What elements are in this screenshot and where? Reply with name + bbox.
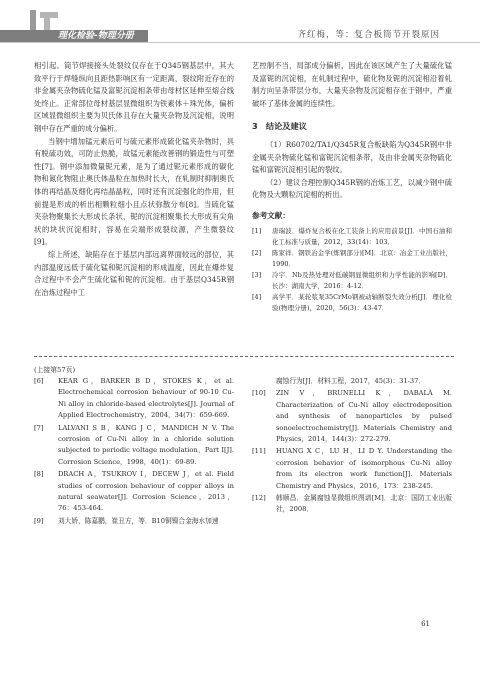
continued-label: (上接第57页) xyxy=(34,366,76,374)
conclusion-item: （1）R60702/TA1/Q345R复合板缺陷为Q345R钢中非金属夹杂物硫化锰和富铌沉淀相条带，及由非金属夹杂物硫化锰和富铌沉淀相引起的裂纹。 xyxy=(252,139,452,175)
reference-item: [4] 高学平．某轮浆泵35CrMo钢被动轴断裂失效分析[J]．理化检验(物理分册)，2020，56(3)：43-47． xyxy=(252,292,452,312)
running-title: 齐红梅，等：复合板筒节开裂原因 xyxy=(297,30,440,40)
section-divider xyxy=(34,356,454,357)
right-column xyxy=(252,60,452,314)
reference-item: [8] DRACH A，TSUKROV I，DECEW J，et al. Field studies of corrosion behaviour of copper alloys in natural seawater[J]. Corrosion Science，2013，76：453-464. xyxy=(34,470,234,513)
page-header xyxy=(0,0,480,46)
paragraph: 当钢中增加锰元素后可与硫元素形成硫化锰夹杂物时，具有脱硫功效，可防止热脆，故锰元素能改善钢的锻造性与可塑性[7]。钢中添加微量铌元素，是为了通过铌元素形成的碳化物和氮化物阻止奥氏体晶粒在加热时长大，在轧制时抑制奥氏体的再结晶及细化再结晶晶粒，同时还有沉淀强化的作用，但前提是形成的析出相颗粒细小且点状弥散分布[8]。当硫化锰夹杂物聚集长大形成长条状，铌的沉淀相聚集长大形成有尖角状的块状沉淀相时，容易在尖端形成裂纹源，产生微裂纹[9]。 xyxy=(34,136,234,247)
paragraph: 艺控制不当，局部成分偏析，因此在该区域产生了大量硫化锰及富铌的沉淀相，在轧制过程中，硫化物及铌的沉淀相沿着轧制方向呈条带层分布，大量夹杂物及沉淀相存在于钢中，严重破坏了基体金属的连续性。 xyxy=(252,61,452,108)
reference-item: [2] 陈家祥．钢铁冶金学(炼钢部分)[M]．北京：冶金工业出版社，1990． xyxy=(252,248,452,268)
continued-references-right xyxy=(252,376,452,517)
left-column xyxy=(34,60,234,299)
page-number: 61 xyxy=(421,620,430,628)
reference-item: [6] KEAR G，BARKER B D，STOKES K，et al. Electrochemical corrosion behaviour of 90-10 Cu-Ni alloy in chloride-based electrolytes[J]. Journal of Applied Electrochemistry，2004，34(7)：659-669. xyxy=(34,377,234,420)
reference-item: [1] 唐瑞波．爆炸复合板在化工装备上的应用前景[J]．中国石油和化工标准与质量，2012，33(14)：103． xyxy=(252,226,452,246)
reference-item: [7] LALVANI S B，KANG J C，MANDICH N V. The corrosion of Cu-Ni alloy in a chloride solution subjected to periodic voltage modulation，Part I[J]. Corrosion Science，1998，40(1)：69-89. xyxy=(34,423,234,466)
reference-item: [9] 刘大娇，陈嘉鹏，崔丑方，等．B10铜镍合金海水加速 xyxy=(34,516,219,525)
section-heading: 3 结论及建议 xyxy=(252,121,307,132)
reference-item: [10] ZIN V，BRUNELLI K，DABALÀ M. Characterization of Cu-Ni alloy electrodeposition and synthesis of nanoparticles by pulsed sonoelectrochemistry[J]. Materials Chemistry and Physics，2014，144(3)：272-279. xyxy=(252,389,452,444)
references-heading: 参考文献： xyxy=(252,210,290,220)
paragraph: 相引起。筒节焊接接头处裂纹仅存在于Q345钢基层中，其大致平行于焊缝纵向且距热影响区有一定距离，裂纹附近存在的非金属夹杂物硫化锰及富铌沉淀相条带由母材区延伸至熔合线处终止。正常部位母材基层显微组织为铁素体＋珠光体，偏析区域显微组织主要为贝氏体且存在大量夹杂物及沉淀相，说明钢中存在严重的成分偏析。 xyxy=(34,61,234,133)
reference-item: [3] 冷宇．Nb及热处理对低碳钢显微组织和力学性能的影响[D]．长沙：湖南大学，2016：4-12． xyxy=(252,270,452,290)
reference-item: [12] 韩顺昌．金属腐蚀显微组织图谱[M]．北京：国防工业出版社，2008． xyxy=(252,494,452,514)
reference-item: 腐蚀行为[J]．材料工程，2017，45(3)：31-37． xyxy=(276,377,426,385)
reference-list xyxy=(252,226,452,314)
journal-name: 理化检验-物理分册 xyxy=(58,31,134,41)
header-rule xyxy=(0,42,480,43)
reference-item: [11] HUANG X C，LU H，LI D Y. Understanding the corrosion behavior of isomorphous Cu-Ni alloy from its electron work function[J]. Materials Chemistry and Physics，2016，173：238-245. xyxy=(252,447,452,490)
conclusion-item: （2）建议合理控制Q345R钢的冶炼工艺，以减少钢中硫化物及大颗粒沉淀相的析出。 xyxy=(252,177,452,200)
paragraph: 综上所述，缺陷存在于基层内部远离界面较远的部位，其内部温度远低于硫化锰和铌沉淀相的形成温度，因此在爆炸复合过程中不会产生硫化锰和铌的沉淀相。由于基层Q345R钢在冶炼过程中工 xyxy=(34,249,234,297)
continued-references-left xyxy=(34,376,234,528)
